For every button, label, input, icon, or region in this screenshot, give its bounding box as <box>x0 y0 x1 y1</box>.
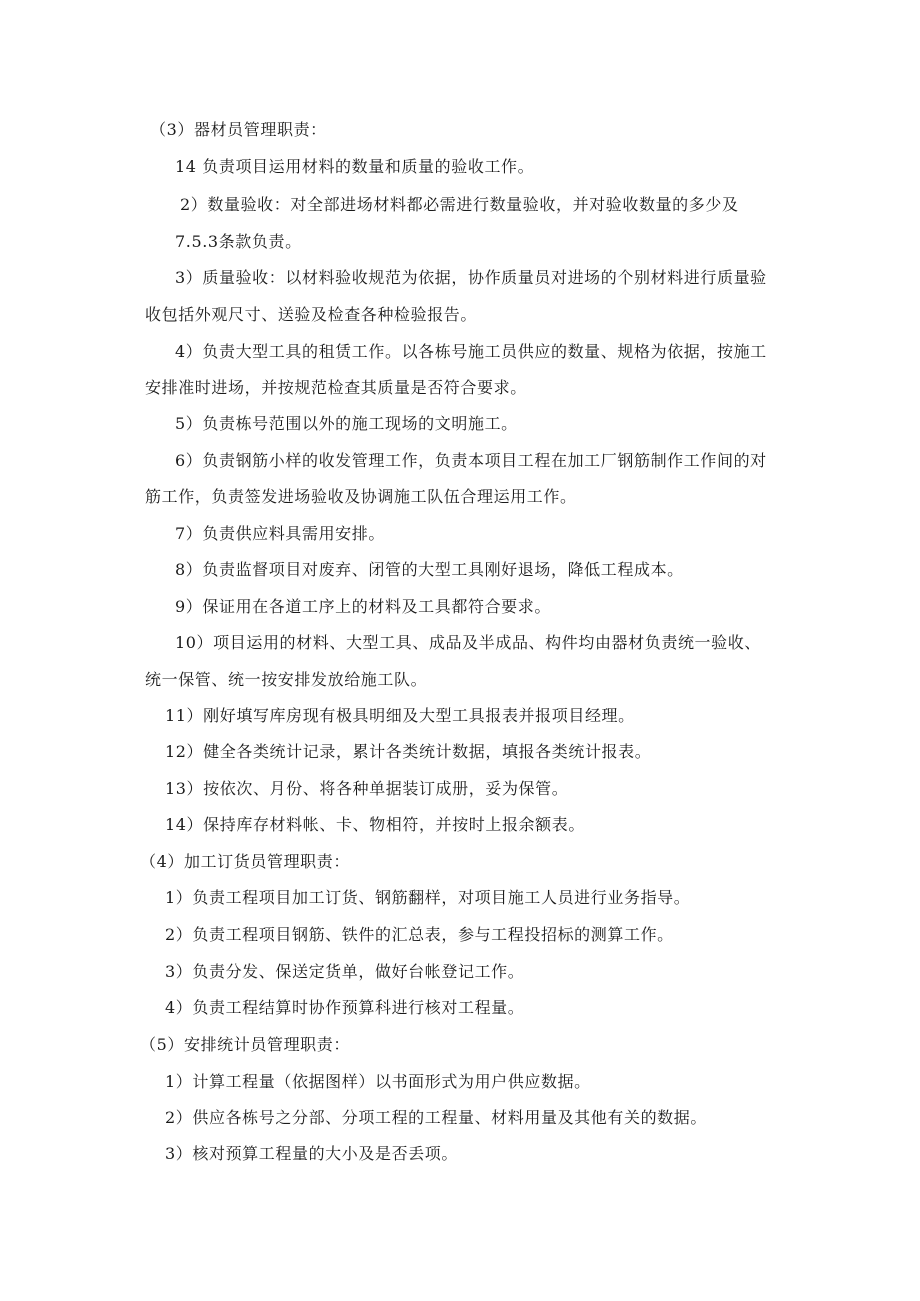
paragraph-line: 收包括外观尺寸、送验及检查各种检验报告。 <box>145 305 478 324</box>
paragraph-line: 3）负责分发、保送定货单，做好台帐登记工作。 <box>165 962 525 981</box>
paragraph-line: 13）按依次、月份、将各种单据装订成册，妥为保管。 <box>165 779 569 798</box>
section-heading: （4）加工订货员管理职责： <box>140 852 350 871</box>
paragraph-line: 4）负责大型工具的租赁工作。以各栋号施工员供应的数量、规格为依据，按施工 <box>175 342 767 361</box>
paragraph-line: 7）负责供应料具需用安排。 <box>175 524 385 543</box>
paragraph-line: 统一保管、统一按安排发放给施工队。 <box>145 670 428 689</box>
section-heading: （3）器材员管理职责： <box>150 120 327 139</box>
paragraph-line: 1）计算工程量（依据图样）以书面形式为用户供应数据。 <box>165 1072 591 1091</box>
paragraph-line: 14）保持库存材料帐、卡、物相符，并按时上报余额表。 <box>165 815 585 834</box>
paragraph-line: 6）负责钢筋小样的收发管理工作，负责本项目工程在加工厂钢筋制作工作间的对 <box>175 451 767 470</box>
paragraph-line: 11）刚好填写库房现有极具明细及大型工具报表并报项目经理。 <box>165 706 635 725</box>
paragraph-line: 14 负责项目运用材料的数量和质量的验收工作。 <box>175 157 535 176</box>
paragraph-line: 2）供应各栋号之分部、分项工程的工程量、材料用量及其他有关的数据。 <box>165 1108 707 1127</box>
paragraph-line: 2）负责工程项目钢筋、铁件的汇总表，参与工程投招标的测算工作。 <box>165 925 674 944</box>
paragraph-line: 安排准时进场，并按规范检查其质量是否符合要求。 <box>145 378 527 397</box>
paragraph-line: 4）负责工程结算时协作预算科进行核对工程量。 <box>165 998 525 1017</box>
paragraph-line: 3）核对预算工程量的大小及是否丢项。 <box>165 1144 458 1163</box>
paragraph-line: 筋工作，负责签发进场验收及协调施工队伍合理运用工作。 <box>145 487 577 506</box>
paragraph-line: 9）保证用在各道工序上的材料及工具都符合要求。 <box>175 597 551 616</box>
paragraph-line: 5）负责栋号范围以外的施工现场的文明施工。 <box>175 414 518 433</box>
paragraph-line: 1）负责工程项目加工订货、钢筋翻样，对项目施工人员进行业务指导。 <box>165 888 691 907</box>
paragraph-line: 3）质量验收：以材料验收规范为依据，协作质量员对进场的个别材料进行质量验 <box>175 268 767 287</box>
paragraph-line: 2）数量验收：对全部进场材料都必需进行数量验收，并对验收数量的多少及 <box>180 195 739 214</box>
paragraph-line: 10）项目运用的材料、大型工具、成品及半成品、构件均由器材负责统一验收、 <box>175 633 761 652</box>
section-heading: （5）安排统计员管理职责： <box>140 1035 350 1054</box>
paragraph-line: 8）负责监督项目对废弃、闭管的大型工具刚好退场，降低工程成本。 <box>175 560 684 579</box>
paragraph-line: 12）健全各类统计记录，累计各类统计数据，填报各类统计报表。 <box>165 742 652 761</box>
paragraph-line: 7.5.3条款负责。 <box>175 232 302 251</box>
